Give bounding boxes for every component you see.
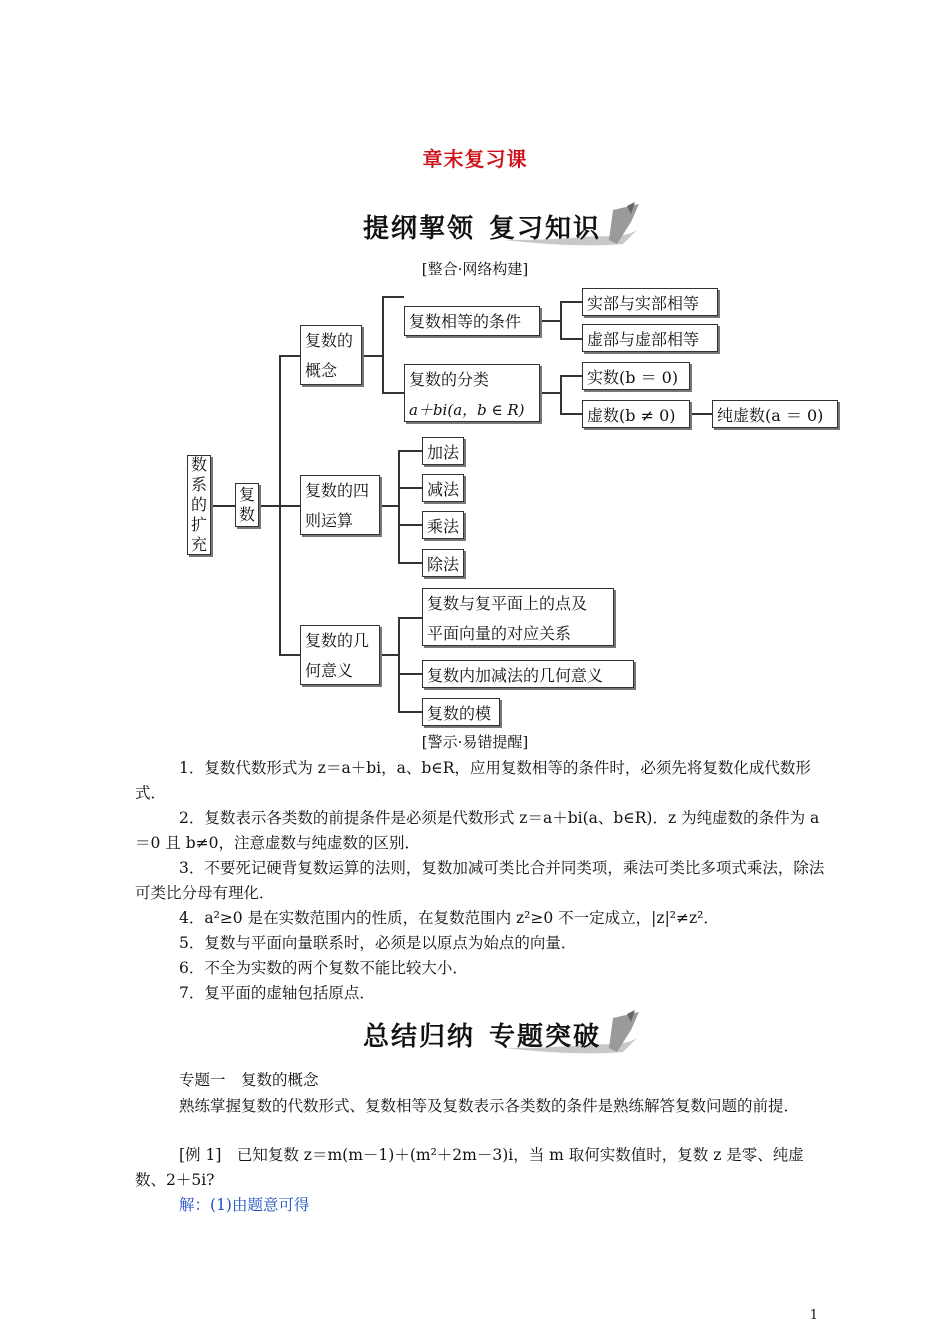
imag-box: 虚数(b ≠ 0) xyxy=(582,400,690,428)
solution-text: (1)由题意可得 xyxy=(210,1196,310,1214)
warning-5: 5．复数与平面向量联系时，必须是以原点为始点的向量． xyxy=(179,934,577,952)
solution-label: 解： xyxy=(179,1196,211,1214)
network-label: [整合·网络构建] xyxy=(421,260,529,278)
warning-6: 6．不全为实数的两个复数不能比较大小． xyxy=(179,959,468,977)
real-box: 实数(b ＝ 0) xyxy=(582,362,690,390)
warning-1: 1．复数代数形式为 z＝a＋bi，a、b∈R，应用复数相等的条件时，必须先将复数化成代数形式． xyxy=(135,759,811,802)
real-eq-box: 实部与实部相等 xyxy=(582,288,718,316)
page-number: 1 xyxy=(809,1308,818,1323)
warning-3: 3．不要死记硬背复数运算的法则，复数加减可类比合并同类项，乘法可类比多项式乘法，除法可类比分母有理化． xyxy=(135,859,825,902)
banner-summary-left: 总结归纳 xyxy=(363,1022,476,1052)
solution xyxy=(135,1193,825,1218)
div-box: 除法 xyxy=(422,549,464,577)
example-1: [例 1] 已知复数 z＝m(m－1)＋(m²＋2m－3)i，当 m 取何实数值时，复数 z 是零、纯虚数、2＋5i? xyxy=(135,1146,804,1189)
imag-eq-box: 虚部与虚部相等 xyxy=(582,324,718,352)
ops-box: 复数的四 则运算 xyxy=(300,475,380,535)
warning-2: 2．复数表示各类数的前提条件是必须是代数形式 z＝a＋bi(a、b∈R)．z 为纯虚数的条件为 a＝0 且 b≠0，注意虚数与纯虚数的区别． xyxy=(135,809,820,852)
fushu-box: 复 数 xyxy=(235,483,259,527)
geo1-box: 复数与复平面上的点及 平面向量的对应关系 xyxy=(422,588,614,646)
geo2-box: 复数内加减法的几何意义 xyxy=(422,660,634,688)
geo-box: 复数的几 何意义 xyxy=(300,625,380,685)
banner-review-left: 提纲挈领 xyxy=(363,214,476,244)
warning-7: 7．复平面的虚轴包括原点． xyxy=(179,984,375,1002)
summary-banner xyxy=(355,1008,645,1062)
concept-box: 复数的 概念 xyxy=(300,325,362,385)
topic-heading: 专题一 复数的概念 xyxy=(179,1071,319,1089)
equal-cond-box: 复数相等的条件 xyxy=(404,306,540,336)
mul-box: 乘法 xyxy=(422,511,464,539)
root-box: 数 系 的 扩 充 xyxy=(187,455,211,555)
banner-review-right: 复习知识 xyxy=(489,214,602,244)
geo3-box: 复数的模 xyxy=(422,698,500,726)
pure-imag-box: 纯虚数(a ＝ 0) xyxy=(712,400,838,428)
add-box: 加法 xyxy=(422,437,464,465)
classify-box: 复数的分类 a＋bi(a，b ∈ R) xyxy=(404,364,540,422)
chapter-title: 章末复习课 xyxy=(422,147,528,171)
warning-label: [警示·易错提醒] xyxy=(421,733,529,751)
banner-summary-right: 专题突破 xyxy=(489,1022,602,1052)
sub-box: 减法 xyxy=(422,474,464,502)
warning-4: 4．a²≥0 是在实数范围内的性质，在复数范围内 z²≥0 不一定成立，|z|²≠z²． xyxy=(179,909,719,927)
topic-intro: 熟练掌握复数的代数形式、复数相等及复数表示各类数的条件是熟练解答复数问题的前提． xyxy=(179,1097,800,1115)
